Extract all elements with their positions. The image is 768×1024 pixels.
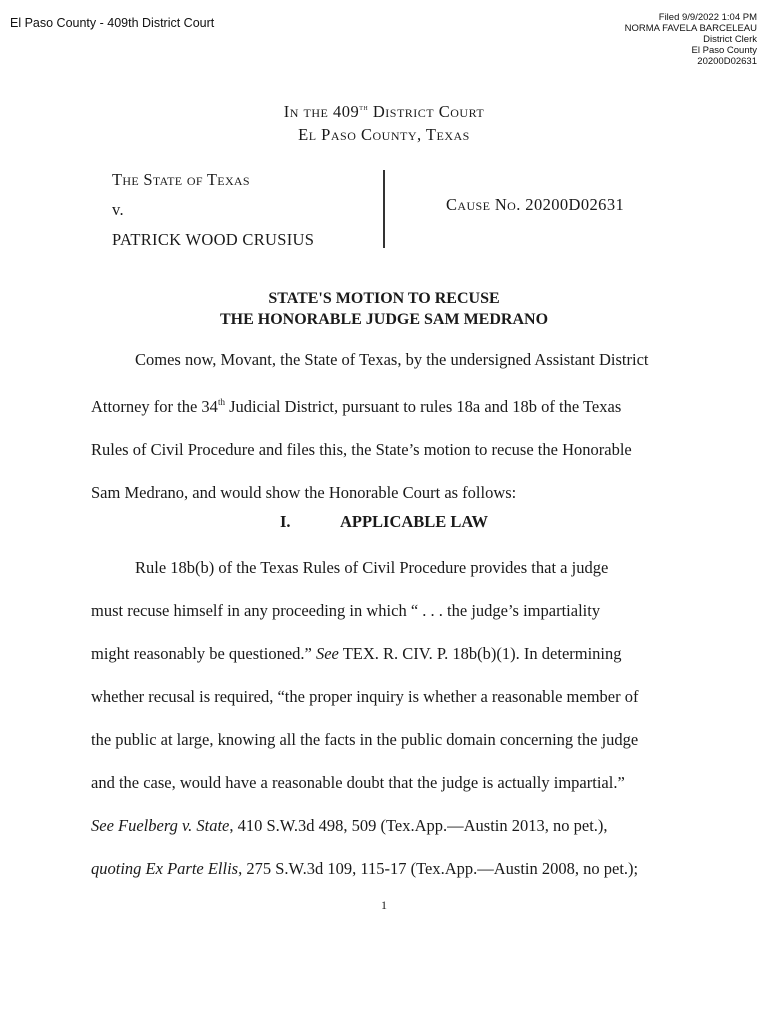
court-stamp: El Paso County - 409th District Court [10,16,215,30]
intro-paragraph: Comes now, Movant, the State of Texas, by the undersigned Assistant District Attorney for the 34th Judicial District, pursuant to rules 18a and 18b of the Texas Rules of Civil Procedure and files this, the State’s motion to recuse the Honorable Sam Medrano, and would show the Honorable Court as follows: [91,350,649,502]
citation-ellis: quoting Ex Parte Ellis [91,859,239,878]
caption-divider [383,170,385,248]
stamp-number: 20200D02631 [697,56,757,67]
page-number: 1 [381,898,387,912]
court-county: El Paso County, Texas [298,125,470,144]
filed-date: Filed 9/9/2022 1:04 PM [658,12,757,23]
cause-number: Cause No. 20200D02631 [446,195,625,214]
law-paragraph: Rule 18b(b) of the Texas Rules of Civil Procedure provides that a judge must recuse himself in any proceeding in which “ . . . the judge’s impartiality might reasonably be questioned.” See TEX. R. CIV. P. 18b(b)(1). In determining whether recusal is required, “the proper inquiry is whether a reasonable member of the public at large, knowing all the facts in the public domain concerning the judge and the case, would have a reasonable doubt that the judge is actually impartial.” See Fuelberg v. State, 410 S.W.3d 498, 509 (Tex.App.—Austin 2013, no pet.), quoting Ex Parte Ellis, 275 S.W.3d 109, 115-17 (Tex.App.—Austin 2008, no pet.); [91,558,639,878]
motion-title: STATE'S MOTION TO RECUSE THE HONORABLE JUDGE SAM MEDRANO [219,290,549,328]
court-name: In the 409th District Court [283,102,485,121]
plaintiff: The State of Texas [112,170,250,189]
clerk-name: NORMA FAVELA BARCELEAU [624,23,757,34]
case-caption [112,165,314,255]
defendant: PATRICK WOOD CRUSIUS [112,230,315,249]
citation-fuelberg: See Fuelberg v. State [91,816,230,835]
section-title: APPLICABLE LAW [339,512,489,531]
stamp-county: El Paso County [691,45,757,56]
clerk-title: District Clerk [703,34,757,45]
section-number: I. [279,512,291,531]
filing-stamp [625,12,757,67]
versus: v. [112,200,124,219]
court-header [0,96,768,146]
section-heading [0,512,768,532]
